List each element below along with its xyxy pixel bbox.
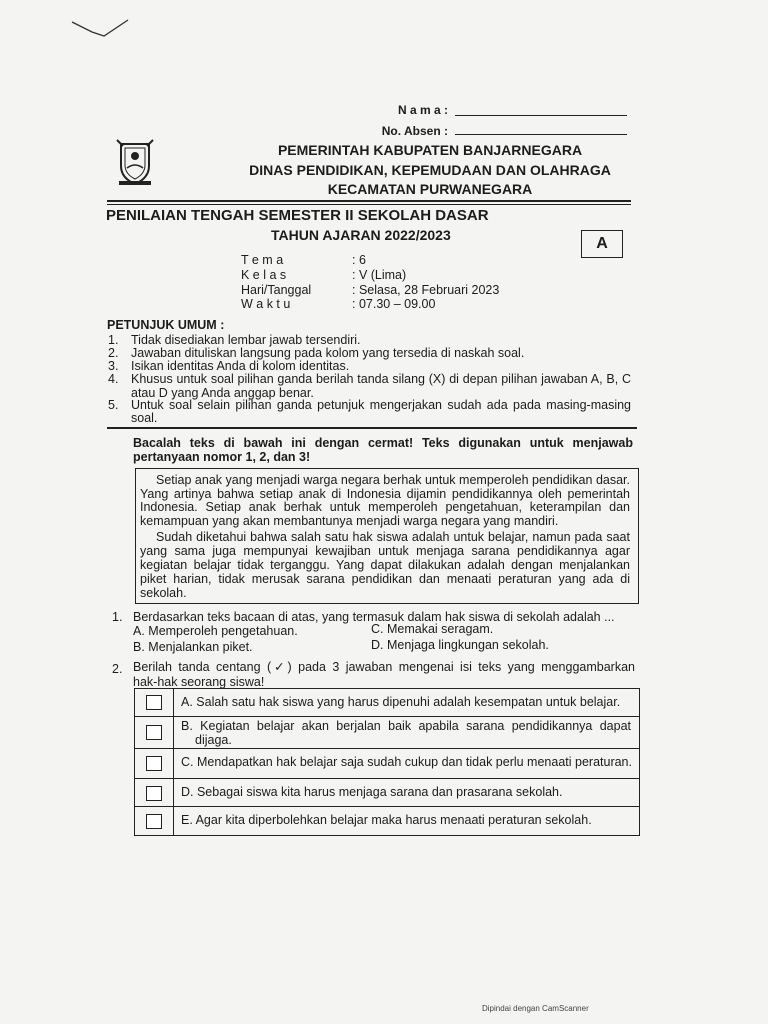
instruction-text-cont: soal. bbox=[131, 411, 158, 425]
reading-prompt-cont: pertanyaan nomor 1, 2, dan 3! bbox=[133, 450, 311, 464]
header-divider-thin bbox=[107, 204, 631, 205]
answer-checkbox[interactable] bbox=[146, 756, 162, 771]
header-government: PEMERINTAH KABUPATEN BANJARNEGARA bbox=[277, 142, 583, 158]
regency-crest-logo bbox=[115, 138, 155, 186]
passage-line: Yang artinya bahwa setiap anak di Indonesia dijamin pendidikannya oleh pemerintah bbox=[140, 487, 630, 501]
absen-label: No. Absen : bbox=[381, 124, 448, 138]
answer-checkbox[interactable] bbox=[146, 786, 162, 801]
header-department: DINAS PENDIDIKAN, KEPEMUDAAN DAN OLAHRAGA bbox=[249, 162, 611, 178]
instruction-number: 1. bbox=[108, 333, 119, 347]
instruction-number: 5. bbox=[108, 398, 119, 412]
answer-checkbox[interactable] bbox=[146, 695, 162, 710]
info-value-date: : Selasa, 28 Februari 2023 bbox=[352, 283, 500, 297]
answer-text-cont: dijaga. bbox=[195, 733, 232, 747]
scan-mark bbox=[70, 14, 134, 44]
checkbox-cell bbox=[135, 749, 174, 778]
answer-table bbox=[134, 688, 640, 836]
answer-text: B. Kegiatan belajar akan berjalan baik apabila sarana pendidikannya dapat bbox=[181, 719, 631, 733]
passage-line: sekolah. bbox=[140, 586, 187, 600]
answer-checkbox[interactable] bbox=[146, 814, 162, 829]
instruction-number: 2. bbox=[108, 346, 119, 360]
reading-prompt: Bacalah teks di bawah ini dengan cermat! Teks digunakan untuk menjawab bbox=[133, 436, 633, 450]
info-label-date: Hari/Tanggal bbox=[241, 283, 312, 297]
answer-row bbox=[135, 717, 639, 749]
question-number: 1. bbox=[112, 610, 123, 624]
instruction-text: Tidak disediakan lembar jawab tersendiri. bbox=[131, 333, 361, 347]
passage-line: piket harian, tidak merusak sarana pendidikan dan menaati peraturan yang ada di bbox=[140, 572, 630, 586]
q1-option-b[interactable]: B. Menjalankan piket. bbox=[133, 640, 253, 654]
instruction-number: 4. bbox=[108, 372, 119, 386]
answer-text: D. Sebagai siswa kita harus menjaga sarana dan prasarana sekolah. bbox=[181, 785, 563, 799]
section-divider bbox=[107, 427, 637, 429]
info-label-theme: T e m a bbox=[241, 253, 284, 267]
answer-row bbox=[135, 749, 639, 779]
checkbox-cell bbox=[135, 807, 174, 835]
q1-option-a[interactable]: A. Memperoleh pengetahuan. bbox=[133, 624, 298, 638]
question-2-text: Berilah tanda centang (✓) pada 3 jawaban mengenai isi teks yang menggambarkan bbox=[133, 660, 635, 674]
info-value-time: : 07.30 – 09.00 bbox=[352, 297, 436, 311]
passage-line: kemampuan yang akan membantunya menjadi warga negara yang mandiri. bbox=[140, 514, 559, 528]
answer-row bbox=[135, 807, 639, 835]
info-value-theme: : 6 bbox=[352, 253, 366, 267]
info-value-class: : V (Lima) bbox=[352, 268, 407, 282]
reading-passage bbox=[135, 468, 639, 604]
exam-variant-box: A bbox=[581, 230, 623, 258]
answer-text: A. Salah satu hak siswa yang harus dipenuhi adalah kesempatan untuk belajar. bbox=[181, 695, 621, 709]
q1-option-d[interactable]: D. Menjaga lingkungan sekolah. bbox=[371, 638, 549, 652]
answer-row bbox=[135, 689, 639, 717]
passage-line: Setiap anak yang menjadi warga negara berhak untuk memperoleh pendidikan dasar. bbox=[156, 473, 630, 487]
exam-year: TAHUN AJARAN 2022/2023 bbox=[271, 227, 451, 243]
instruction-text: Isikan identitas Anda di kolom identitas. bbox=[131, 359, 350, 373]
instruction-text: Khusus untuk soal pilihan ganda berilah tanda silang (X) di depan pilihan jawaban A, B, C bbox=[131, 372, 631, 386]
name-label: N a m a : bbox=[397, 103, 448, 117]
info-label-time: W a k t u bbox=[241, 297, 291, 311]
question-1-text: Berdasarkan teks bacaan di atas, yang termasuk dalam hak siswa di sekolah adalah ... bbox=[133, 610, 615, 624]
question-number: 2. bbox=[112, 662, 123, 676]
passage-line: Indonesia. Setiap anak berhak untuk memperoleh pengetahuan, keterampilan dan bbox=[140, 500, 630, 514]
q1-option-c[interactable]: C. Memakai seragam. bbox=[371, 622, 494, 636]
instruction-text-cont: atau D yang Anda anggap benar. bbox=[131, 386, 314, 400]
instruction-number: 3. bbox=[108, 359, 119, 373]
checkbox-cell bbox=[135, 689, 174, 716]
passage-line: kegiatan belajar tidak terganggu. Yang dapat dilakukan adalah dengan menjalankan bbox=[140, 558, 630, 572]
checkbox-cell bbox=[135, 779, 174, 806]
exam-title: PENILAIAN TENGAH SEMESTER II SEKOLAH DASAR bbox=[106, 207, 489, 224]
passage-line: Sudah diketahui bahwa salah satu hak siswa adalah untuk belajar, namun pada saat bbox=[156, 530, 630, 544]
scanner-watermark: Dipindai dengan CamScanner bbox=[482, 1004, 589, 1013]
passage-line: yang sama juga mempunyai kewajiban untuk menjaga sarana pendidikannya agar bbox=[140, 544, 630, 558]
answer-text: C. Mendapatkan hak belajar saja sudah cukup dan tidak perlu menaati peraturan. bbox=[181, 755, 632, 769]
question-2-text-cont: hak-hak seorang siswa! bbox=[133, 675, 265, 689]
instruction-text: Jawaban dituliskan langsung pada kolom yang tersedia di naskah soal. bbox=[131, 346, 525, 360]
answer-text: E. Agar kita diperbolehkan belajar maka harus menaati peraturan sekolah. bbox=[181, 813, 592, 827]
instructions-heading: PETUNJUK UMUM : bbox=[107, 318, 225, 332]
instruction-text: Untuk soal selain pilihan ganda petunjuk mengerjakan sudah ada pada masing-masing bbox=[131, 398, 631, 412]
info-label-class: K e l a s bbox=[241, 268, 287, 282]
absen-field[interactable] bbox=[455, 134, 627, 135]
name-field[interactable] bbox=[455, 115, 627, 116]
header-district: KECAMATAN PURWANEGARA bbox=[327, 181, 533, 197]
answer-checkbox[interactable] bbox=[146, 725, 162, 740]
checkbox-cell bbox=[135, 717, 174, 748]
header-divider bbox=[107, 200, 631, 202]
answer-row bbox=[135, 779, 639, 807]
